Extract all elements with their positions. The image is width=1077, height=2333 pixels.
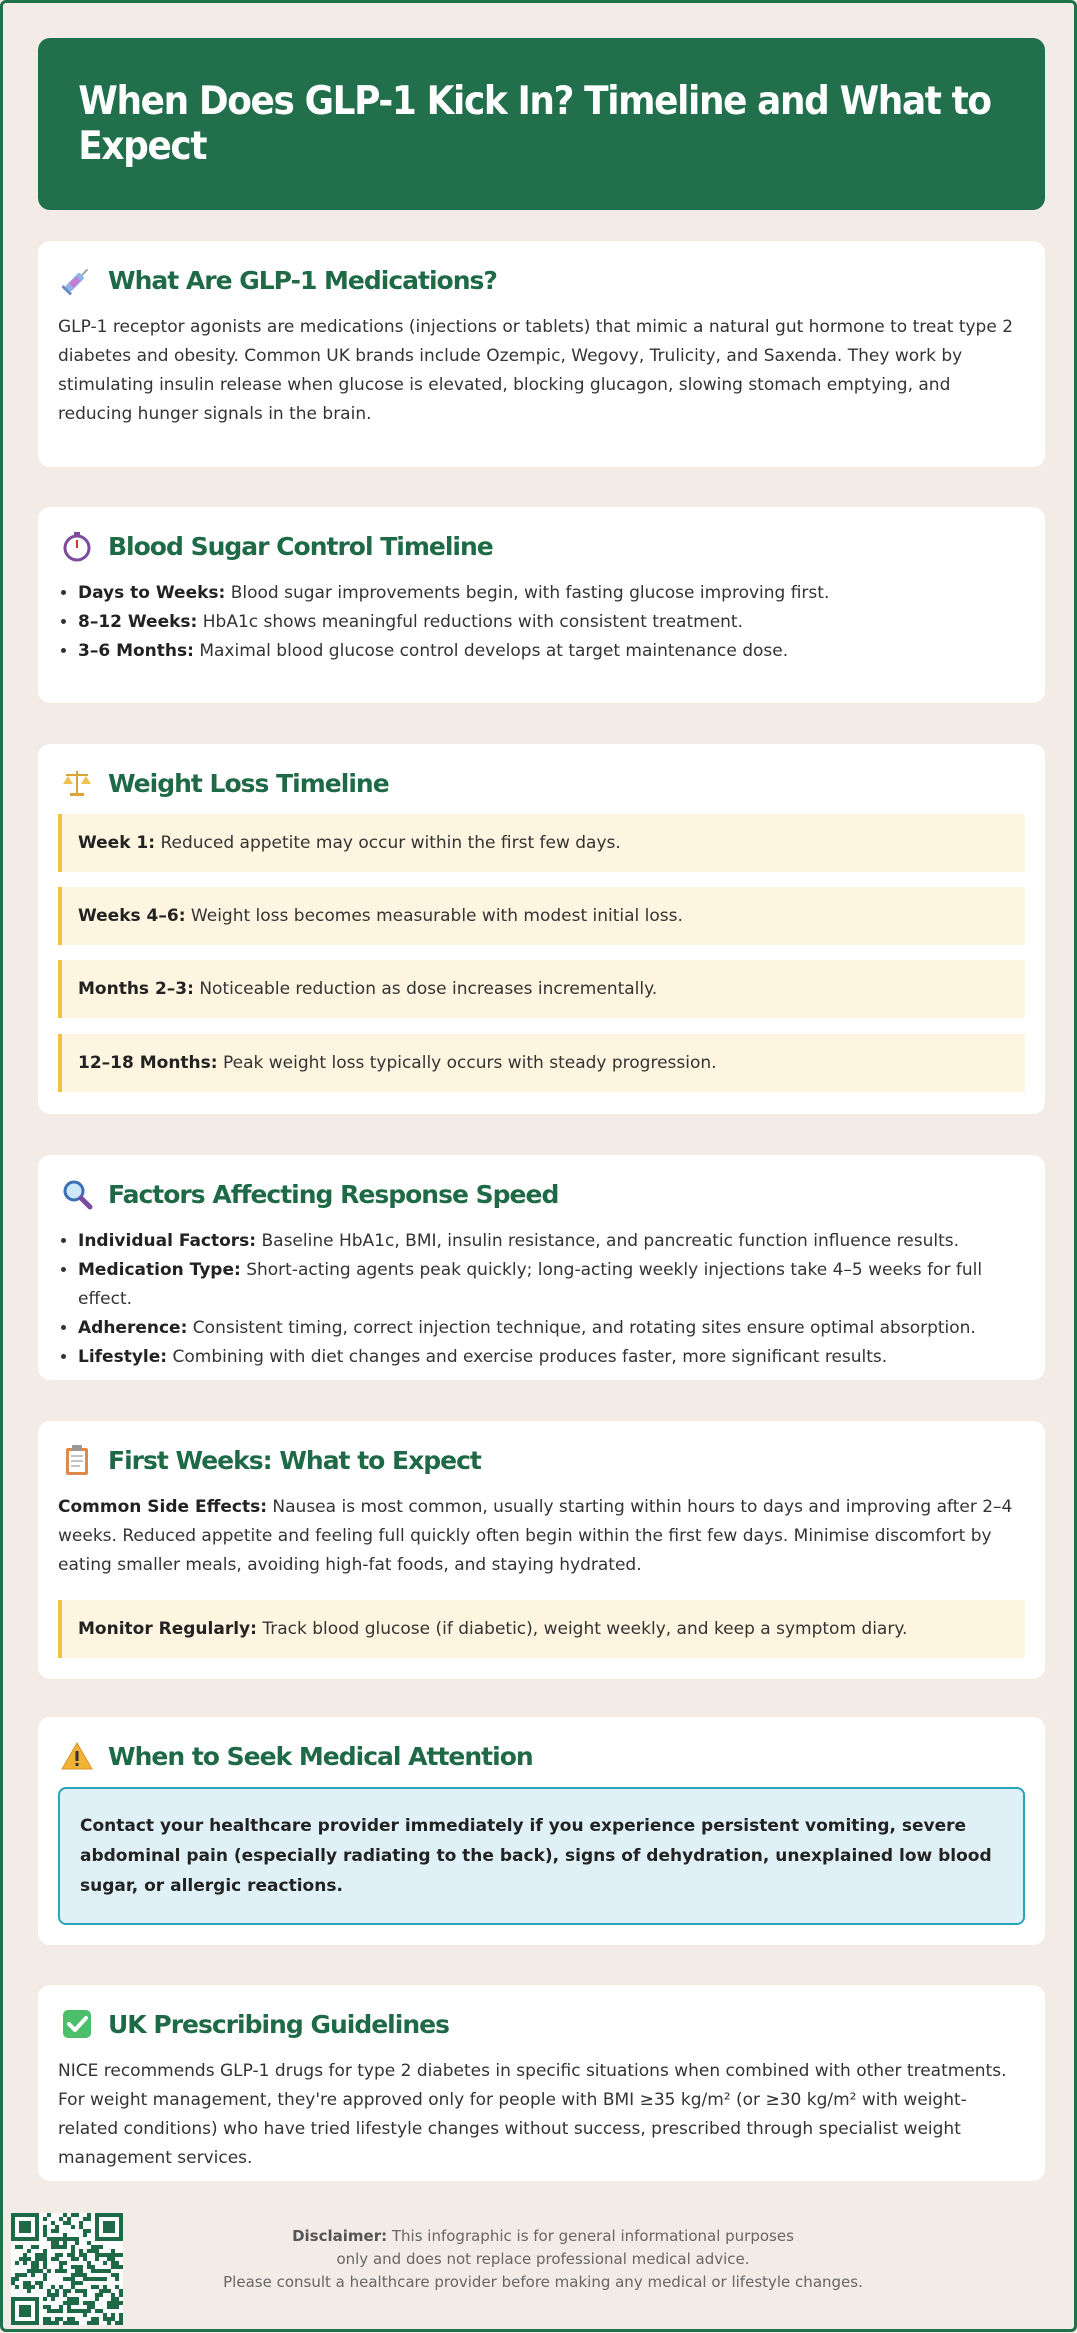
footer bbox=[3, 2213, 1077, 2333]
card-blood-sugar bbox=[38, 507, 1045, 703]
list-item bbox=[78, 579, 1025, 608]
callout-text: Reduced appetite may occur within the first few days. bbox=[155, 833, 621, 853]
alert-text: Contact your healthcare provider immediately if you experience persistent vomiting, severe abdominal pain (especially radiating to the back), signs of dehydration, unexplained low blood sugar, or allergic reactions. bbox=[80, 1816, 992, 1896]
section-heading-uk bbox=[60, 2007, 449, 2041]
item-text: HbA1c shows meaningful reductions with consistent treatment. bbox=[197, 612, 743, 632]
magnifying-glass-icon bbox=[60, 1177, 94, 1211]
disclaimer-line-3: Please consult a healthcare provider before making any medical or lifestyle changes. bbox=[223, 2273, 863, 2291]
card-what-are-glp1 bbox=[38, 241, 1045, 467]
item-text: Baseline HbA1c, BMI, insulin resistance, and pancreatic function influence results. bbox=[256, 1231, 960, 1251]
item-label: 8–12 Weeks: bbox=[78, 612, 198, 632]
item-text: Combining with diet changes and exercise produces faster, more significant results. bbox=[167, 1347, 888, 1367]
item-label: 3–6 Months: bbox=[78, 641, 194, 661]
monitor-callout bbox=[58, 1600, 1025, 1658]
callout-label: Weeks 4–6: bbox=[78, 906, 186, 926]
side-effects-text bbox=[58, 1493, 1025, 1580]
callout-label: 12–18 Months: bbox=[78, 1053, 218, 1073]
syringe-icon bbox=[60, 263, 94, 297]
check-mark-icon bbox=[60, 2007, 94, 2041]
list-item bbox=[78, 1343, 1025, 1372]
heading-text: When to Seek Medical Attention bbox=[108, 1741, 533, 1771]
heading-text: Factors Affecting Response Speed bbox=[108, 1179, 559, 1209]
list-item bbox=[78, 1227, 1025, 1256]
item-text: Short-acting agents peak quickly; long-acting weekly injections take 4–5 weeks for full effect. bbox=[78, 1260, 983, 1309]
heading-text: First Weeks: What to Expect bbox=[108, 1445, 481, 1475]
factors-list bbox=[38, 1227, 1025, 1372]
card-weight-loss bbox=[38, 744, 1045, 1114]
blood-list bbox=[38, 579, 1025, 666]
card-seek-medical bbox=[38, 1717, 1045, 1945]
disclaimer-text: This infographic is for general informational purposes bbox=[387, 2227, 794, 2245]
heading-text: UK Prescribing Guidelines bbox=[108, 2009, 449, 2039]
qr-code[interactable] bbox=[11, 2213, 123, 2325]
title-banner bbox=[38, 38, 1045, 210]
section-heading-blood bbox=[60, 529, 493, 563]
disclaimer-label: Disclaimer: bbox=[292, 2227, 388, 2245]
callout-text: Noticeable reduction as dose increases incrementally. bbox=[193, 979, 658, 999]
card-factors bbox=[38, 1155, 1045, 1380]
page-title: When Does GLP-1 Kick In? Timeline and What to Expect bbox=[78, 79, 991, 169]
disclaimer-line-2: only and does not replace professional medical advice. bbox=[336, 2250, 750, 2268]
heading-text: What Are GLP-1 Medications? bbox=[108, 265, 497, 295]
section-heading-seek bbox=[60, 1739, 533, 1773]
side-effects-label: Common Side Effects: bbox=[58, 1497, 268, 1517]
item-text: Blood sugar improvements begin, with fasting glucose improving first. bbox=[225, 583, 830, 603]
timeline-callout bbox=[58, 960, 1025, 1018]
what-body: GLP-1 receptor agonists are medications (injections or tablets) that mimic a natural gut hormone to treat type 2 diabetes and obesity. Common UK brands include Ozempic, Wegovy, Trulicity, and Saxenda. They work by stimulating insulin release when glucose is elevated, blocking glucagon, slowing stomach emptying, and reducing hunger signals in the brain. bbox=[58, 317, 1014, 424]
callout-text: Peak weight loss typically occurs with steady progression. bbox=[217, 1053, 717, 1073]
timeline-callout bbox=[58, 814, 1025, 872]
list-item bbox=[78, 637, 1025, 666]
item-label: Individual Factors: bbox=[78, 1231, 257, 1251]
side-effects-body: Nausea is most common, usually starting within hours to days and improving after 2–4 weeks. Reduced appetite and feeling full quickly often begin within the first few days. Minimise discomfort by eating smaller meals, avoiding high-fat foods, and staying hydrated. bbox=[58, 1497, 1013, 1575]
item-text: Consistent timing, correct injection technique, and rotating sites ensure optimal absorption. bbox=[187, 1318, 976, 1338]
item-label: Lifestyle: bbox=[78, 1347, 168, 1367]
item-text: Maximal blood glucose control develops at target maintenance dose. bbox=[193, 641, 789, 661]
callout-label: Months 2–3: bbox=[78, 979, 194, 999]
item-label: Medication Type: bbox=[78, 1260, 241, 1280]
list-item bbox=[78, 1256, 1025, 1314]
card-uk-guidelines bbox=[38, 1985, 1045, 2181]
card-first-weeks bbox=[38, 1421, 1045, 1679]
clipboard-icon bbox=[60, 1443, 94, 1477]
warning-icon bbox=[60, 1739, 94, 1773]
item-label: Days to Weeks: bbox=[78, 583, 226, 603]
callout-label: Monitor Regularly: bbox=[78, 1619, 257, 1639]
medical-alert-box bbox=[58, 1787, 1025, 1925]
stopwatch-icon bbox=[60, 529, 94, 563]
callout-label: Week 1: bbox=[78, 833, 156, 853]
heading-text: Blood Sugar Control Timeline bbox=[108, 531, 493, 561]
uk-body: NICE recommends GLP-1 drugs for type 2 diabetes in specific situations when combined with other treatments. For weight management, they're approved only for people with BMI ≥35 kg/m² (or ≥30 kg/m² with weight-related conditions) who have tried lifestyle changes without success, prescribed through specialist weight management services. bbox=[58, 2061, 1007, 2168]
item-label: Adherence: bbox=[78, 1318, 188, 1338]
disclaimer bbox=[223, 2225, 863, 2294]
callout-text: Weight loss becomes measurable with modest initial loss. bbox=[185, 906, 683, 926]
timeline-callout bbox=[58, 1034, 1025, 1092]
list-item bbox=[78, 608, 1025, 637]
heading-text: Weight Loss Timeline bbox=[108, 768, 389, 798]
section-heading-factors bbox=[60, 1177, 558, 1211]
callout-text: Track blood glucose (if diabetic), weight weekly, and keep a symptom diary. bbox=[256, 1619, 908, 1639]
disclaimer-line-1 bbox=[223, 2225, 863, 2248]
balance-scale-icon bbox=[60, 766, 94, 800]
list-item bbox=[78, 1314, 1025, 1343]
section-heading-first bbox=[60, 1443, 481, 1477]
section-heading-weight bbox=[60, 766, 389, 800]
section-heading-what bbox=[60, 263, 497, 297]
timeline-callout bbox=[58, 887, 1025, 945]
